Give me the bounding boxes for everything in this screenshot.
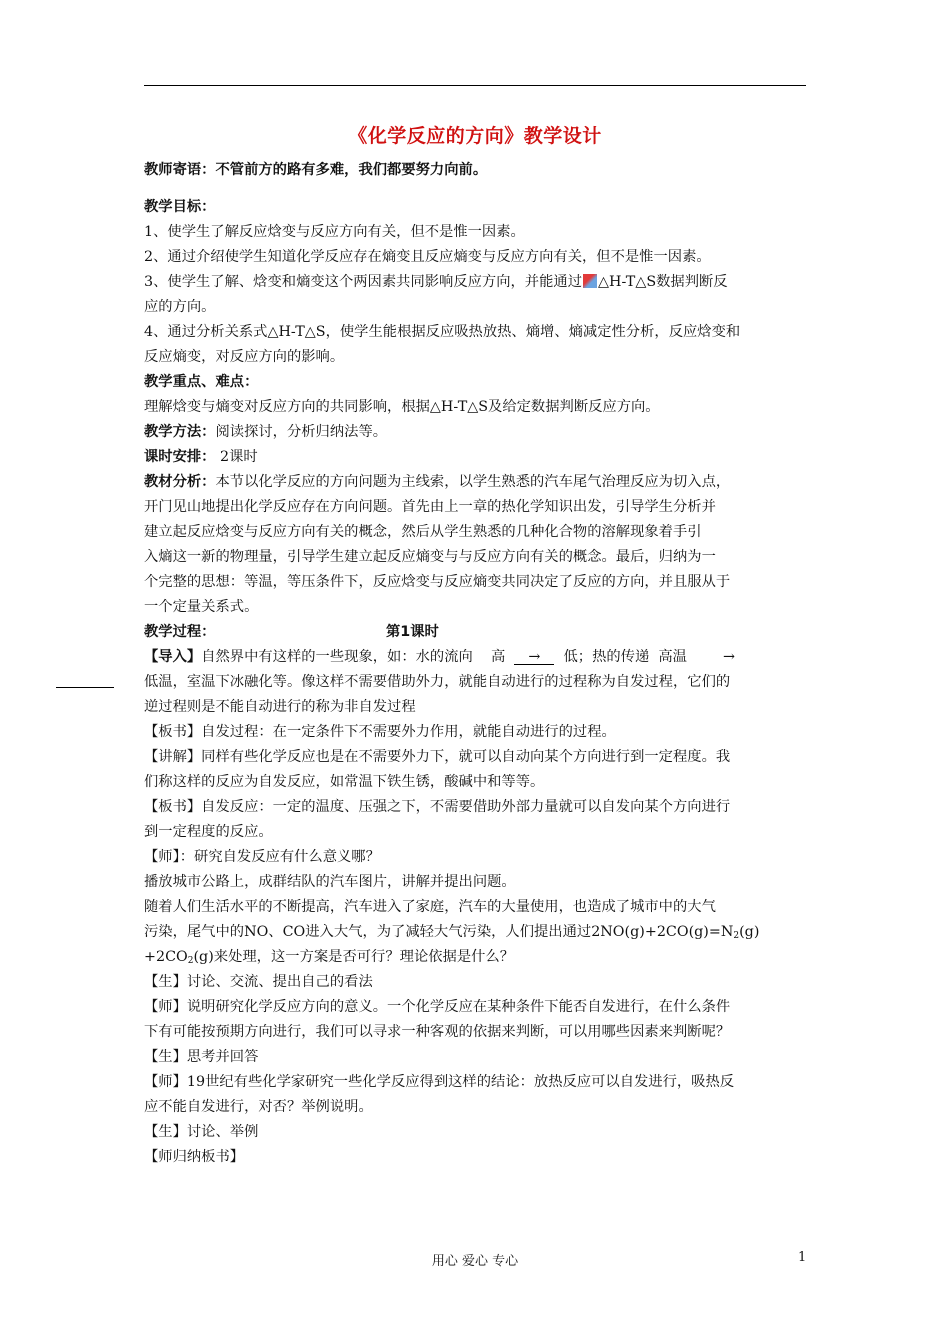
lesson-label: 第1课时 (386, 624, 439, 640)
analysis-line-5: 个完整的思想：等温，等压条件下，反应焓变与反应熵变共同决定了反应的方向，并且服从于 (144, 574, 731, 590)
objective-4-cont: 反应熵变，对反应方向的影响。 (144, 349, 345, 365)
page-number: 1 (798, 1250, 807, 1265)
analysis-line-2: 开门见山地提出化学反应存在方向问题。首先由上一章的热化学知识出发，引导学生分析并 (144, 499, 716, 515)
objective-3-formula: △H-T△S数据判断反 (598, 274, 728, 290)
objective-3-cont: 应的方向。 (144, 299, 216, 315)
body-line-14: 【生】思考并回答 (144, 1049, 259, 1065)
body-line-13: 下有可能按预期方向进行，我们可以寻求一种客观的依据来判断，可以用哪些因素来判断呢？ (144, 1024, 731, 1040)
intro-tag: 【导入】 (144, 649, 202, 665)
header-rule (144, 85, 806, 86)
keypoints-text: 理解焓变与熵变对反应方向的共同影响，根据△H-T△S及给定数据判断反应方向。 (144, 399, 660, 415)
body-line-1: 【板书】自发过程：在一定条件下不需要外力作用，就能自动进行的过程。 (144, 724, 616, 740)
reaction-co2: +2CO (144, 949, 188, 965)
teacher-motto: 教师寄语：不管前方的路有多难，我们都要努力向前。 (144, 162, 488, 178)
analysis-heading: 教材分析： (144, 474, 216, 490)
keypoints-heading: 教学重点、难点： (144, 374, 259, 390)
body-line-2: 【讲解】同样有些化学反应也是在不需要外力下，就可以自动向某个方向进行到一定程度。我 (144, 749, 731, 765)
method-row (144, 420, 810, 445)
page-title: 《化学反应的方向》教学设计 (348, 125, 602, 147)
reaction-question: (g)来处理，这一方案是否可行？理论依据是什么？ (193, 949, 515, 965)
subscript: 2 (733, 931, 740, 941)
reaction-state: (g) (739, 924, 760, 940)
objective-2: 2、通过介绍使学生知道化学反应存在熵变且反应熵变与反应方向有关，但不是惟一因素。 (144, 249, 711, 265)
body-line-12: 【师】说明研究化学反应方向的意义。一个化学反应在某种条件下能否自发进行，在什么条件 (144, 999, 731, 1015)
reaction-text: 污染，尾气中的NO、CO进入大气，为了减轻大气污染，人们提出通过2NO(g)+2CO(g)=N (144, 924, 734, 940)
objective-3 (144, 270, 810, 295)
body-line-5: 到一定程度的反应。 (144, 824, 273, 840)
margin-mark (56, 687, 114, 688)
objective-1: 1、使学生了解反应焓变与反应方向有关，但不是惟一因素。 (144, 224, 525, 240)
intro-high: 高 (491, 649, 506, 665)
objective-4: 4、通过分析关系式△H-T△S，使学生能根据反应吸热放热、熵增、熵减定性分析，反应焓变和 (144, 324, 741, 340)
objectives-heading: 教学目标： (144, 199, 216, 215)
body-line-3: 们称这样的反应为自发反应，如常温下铁生锈，酸碱中和等等。 (144, 774, 545, 790)
inline-image-icon (583, 274, 597, 288)
footer-motto: 用心 爱心 专心 (431, 1254, 519, 1269)
analysis-line-3: 建立起反应焓变与反应方向有关的概念，然后从学生熟悉的几种化合物的溶解现象着手引 (144, 524, 702, 540)
analysis-text: 本节以化学反应的方向问题为主线索，以学生熟悉的汽车尾气治理反应为切入点， (215, 474, 731, 490)
intro-line-1 (144, 645, 810, 670)
intro-text: 自然界中有这样的一些现象，如：水的流向 (201, 649, 473, 665)
analysis-line-6: 一个定量关系式。 (144, 599, 259, 615)
body-line-4: 【板书】自发反应：一定的温度、压强之下，不需要借助外部力量就可以自发向某个方向进行 (144, 799, 731, 815)
analysis-line-4: 入熵这一新的物理量，引导学生建立起反应熵变与与反应方向有关的概念。最后，归纳为一 (144, 549, 716, 565)
body-line-7: 播放城市公路上，成群结队的汽车图片，讲解并提出问题。 (144, 874, 516, 890)
body-line-17: 【生】讨论、举例 (144, 1124, 259, 1140)
flow-arrow: → (514, 650, 554, 665)
method-text: 阅读探讨，分析归纳法等。 (215, 424, 388, 440)
document-body (144, 158, 810, 1170)
schedule-heading: 课时安排： (144, 449, 216, 465)
body-line-10 (144, 945, 810, 970)
body-line-8: 随着人们生活水平的不断提高，汽车进入了家庭，汽车的大量使用，也造成了城市中的大气 (144, 899, 716, 915)
intro-line-2: 低温，室温下冰融化等。像这样不需要借助外力，就能自动进行的过程称为自发过程，它们的 (144, 674, 731, 690)
subscript: 2 (187, 956, 194, 966)
objective-3-text: 3、使学生了解、焓变和熵变这个两因素共同影响反应方向，并能通过 (144, 274, 582, 290)
process-row (144, 620, 810, 645)
schedule-row (144, 445, 810, 470)
analysis-line-1 (144, 470, 810, 495)
intro-high-temp: 高温 (658, 649, 687, 665)
method-heading: 教学方法： (144, 424, 216, 440)
body-line-6: 【师】：研究自发反应有什么意义哪？ (144, 849, 380, 865)
body-line-15: 【师】19世纪有些化学家研究一些化学反应得到这样的结论：放热反应可以自发进行，吸热反 (144, 1074, 735, 1090)
body-line-16: 应不能自发进行，对否？举例说明。 (144, 1099, 373, 1115)
intro-text-2: 低；热的传递 (563, 649, 650, 665)
body-line-18: 【师归纳板书】 (144, 1149, 245, 1165)
body-line-9 (144, 920, 810, 945)
heat-arrow: → (722, 649, 735, 665)
intro-line-3: 逆过程则是不能自动进行的称为非自发过程 (144, 699, 416, 715)
schedule-text: 2课时 (220, 449, 258, 465)
process-heading: 教学过程： (144, 624, 216, 640)
body-line-11: 【生】讨论、交流、提出自己的看法 (144, 974, 373, 990)
